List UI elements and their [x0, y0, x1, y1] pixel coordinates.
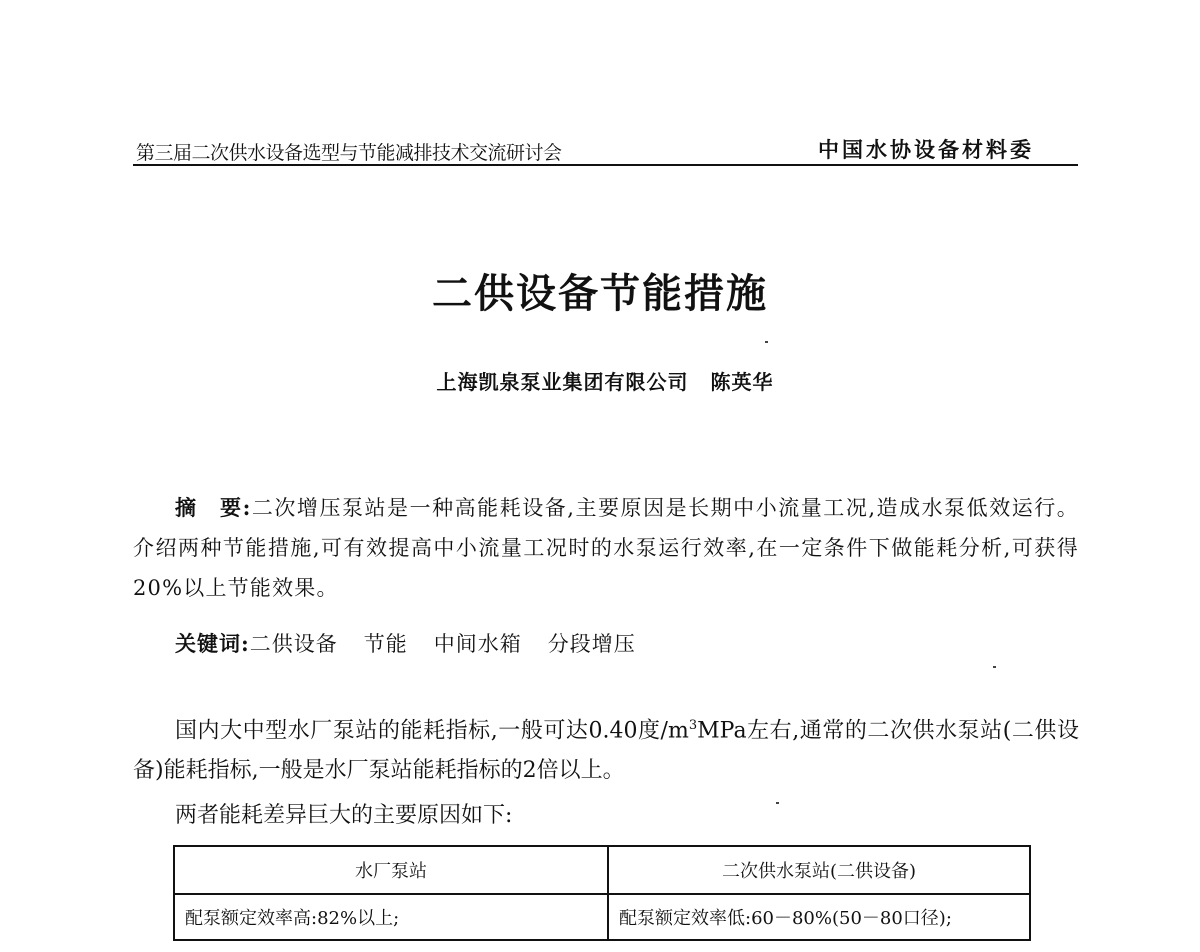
scan-speck — [776, 802, 779, 804]
abstract — [133, 488, 1079, 608]
keyword-item: 节能 — [363, 632, 408, 656]
comparison-table — [173, 845, 1031, 941]
author-line — [0, 366, 1200, 395]
keyword-item: 中间水箱 — [433, 632, 522, 656]
keyword-item: 二供设备 — [249, 632, 338, 656]
abstract-text: 二次增压泵站是一种高能耗设备,主要原因是长期中小流量工况,造成水泵低效运行。介绍两种节能措施,可有效提高中小流量工况时的水泵运行效率,在一定条件下做能耗分析,可获得20%以上节能效果。 — [133, 496, 1079, 600]
scan-speck — [993, 666, 996, 668]
table-cell: 配泵额定效率高:82%以上; — [174, 894, 608, 940]
author-name: 陈英华 — [710, 370, 774, 394]
header-rule — [133, 164, 1078, 166]
keywords-label: 关键词: — [175, 631, 250, 656]
body-paragraph-1-start: 国内大中型水厂泵站的能耗指标,一般可达0.40度/m — [175, 718, 689, 744]
body-paragraph-1-end: MPa左右,通常的二次供水泵站(二供设备)能耗指标,一般是水厂泵站能耗指标的2倍以上。 — [133, 718, 1079, 784]
table-row — [174, 894, 1030, 940]
table-cell: 配泵额定效率低:60－80%(50－80口径); — [608, 894, 1030, 940]
table-header-cell: 二次供水泵站(二供设备) — [608, 846, 1030, 894]
superscript-3: 3 — [688, 718, 698, 733]
table-header-row — [174, 846, 1030, 894]
table-header-cell: 水厂泵站 — [174, 846, 608, 894]
body-paragraph-2: 两者能耗差异巨大的主要原因如下: — [175, 803, 513, 828]
scan-speck — [765, 341, 768, 343]
keyword-item: 分段增压 — [547, 632, 636, 656]
header-conference-title: 第三届二次供水设备选型与节能减排技术交流研讨会 — [136, 142, 562, 164]
author-company: 上海凯泉泵业集团有限公司 — [436, 370, 689, 394]
header-organization: 中国水协设备材料委 — [818, 138, 1034, 162]
keywords — [175, 628, 662, 658]
page-title: 二供设备节能措施 — [432, 270, 768, 317]
body-paragraph-1 — [133, 706, 1079, 791]
abstract-label: 摘 要: — [175, 495, 252, 520]
